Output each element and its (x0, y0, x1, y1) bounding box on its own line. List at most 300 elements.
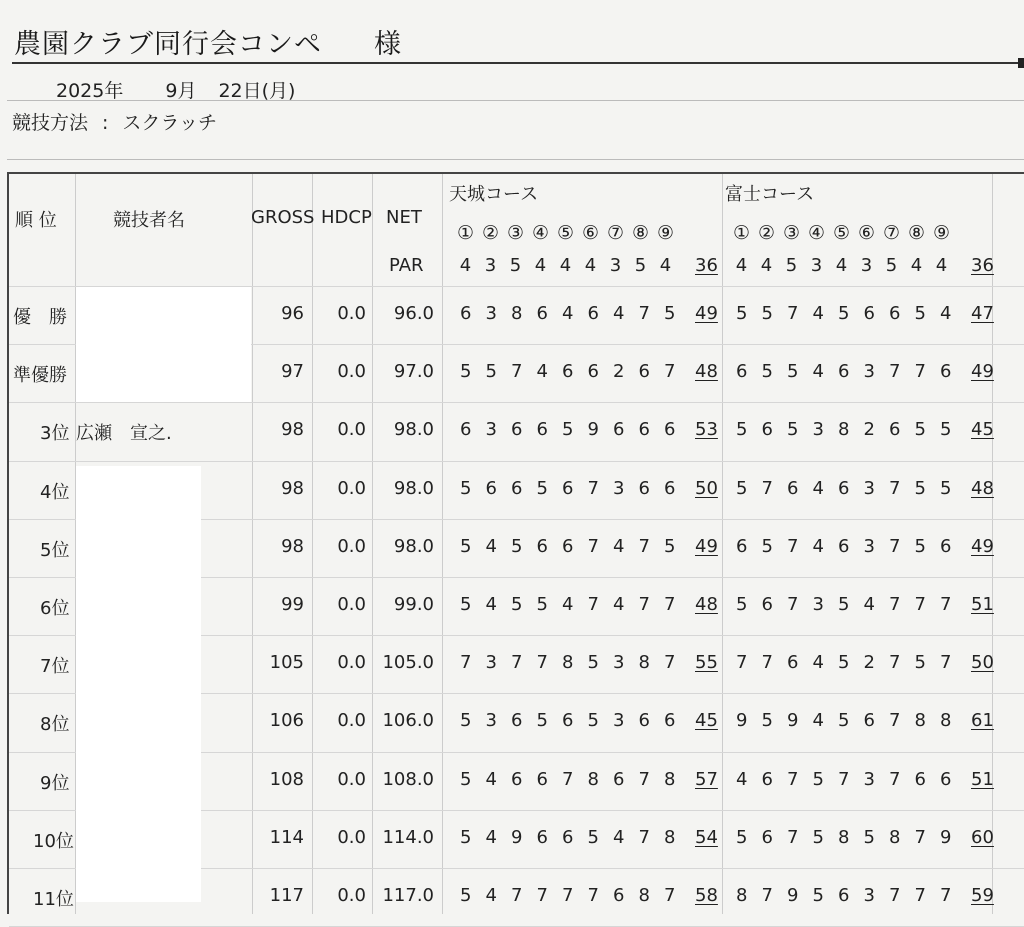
method-label: 競技方法 (12, 112, 89, 134)
in-scores (729, 303, 959, 324)
in-total: 61 (971, 710, 994, 732)
in-scores (729, 419, 959, 440)
hole-score: 8 (914, 710, 926, 732)
hole-score: 4 (485, 826, 497, 848)
hole-score: 6 (838, 477, 850, 499)
in-scores (729, 594, 959, 615)
hole-number: ⑤ (832, 222, 851, 244)
gross-cell: 114 (269, 826, 304, 848)
par-total: 36 (971, 255, 994, 276)
hole-score: 6 (587, 361, 599, 383)
hole-score: 6 (638, 710, 650, 732)
hole-score: 4 (613, 594, 625, 615)
hole-numbers (453, 222, 678, 244)
competition-title: 農園クラブ同行会コンペ (14, 29, 322, 60)
hole-score: 5 (761, 361, 773, 383)
hole-score: 6 (587, 303, 599, 324)
hole-score: 5 (914, 477, 926, 499)
net-cell: 106.0 (382, 710, 434, 732)
net-cell: 98.0 (393, 477, 434, 499)
hole-score: 3 (863, 768, 875, 790)
hole-score: 6 (838, 361, 850, 383)
hole-score: 6 (562, 826, 574, 848)
hole-score: 7 (940, 652, 952, 674)
out-total: 48 (695, 361, 718, 383)
hole-score: 6 (638, 361, 650, 383)
hole-score: 4 (812, 535, 824, 557)
rank-cell: 3位 (40, 423, 70, 445)
hole-score: 8 (638, 885, 650, 906)
net-header: NET (386, 207, 422, 228)
hdcp-cell: 0.0 (337, 361, 366, 383)
hole-par: 4 (760, 255, 773, 276)
event-date (56, 76, 295, 103)
hole-score: 6 (664, 710, 676, 732)
hole-score: 4 (812, 477, 824, 499)
hole-score: 4 (485, 594, 497, 615)
hole-score: 7 (889, 535, 901, 557)
gross-header: GROSS (251, 207, 315, 228)
hole-number: ④ (531, 222, 550, 244)
hole-score: 3 (485, 710, 497, 732)
out-scores (453, 419, 683, 440)
hole-score: 6 (940, 768, 952, 790)
hole-number: ④ (807, 222, 826, 244)
hole-number: ① (456, 222, 475, 244)
hole-score: 8 (940, 710, 952, 732)
out-scores (453, 536, 683, 557)
hole-score: 5 (761, 303, 773, 324)
hole-score: 7 (914, 361, 926, 383)
hole-score: 7 (511, 652, 523, 674)
hole-score: 5 (587, 710, 599, 732)
hole-par: 4 (735, 255, 748, 276)
hole-score: 6 (562, 361, 574, 383)
hole-score: 9 (940, 826, 952, 848)
gross-cell: 99 (281, 594, 304, 615)
hole-score: 9 (511, 826, 523, 848)
hole-score: 7 (587, 535, 599, 557)
hole-score: 6 (460, 419, 472, 441)
hole-score: 5 (838, 652, 850, 674)
hole-score: 7 (511, 885, 523, 906)
hole-par: 4 (459, 255, 472, 276)
hole-score: 4 (613, 826, 625, 848)
hole-score: 7 (914, 826, 926, 848)
name-header: 競技者名 (113, 210, 185, 231)
hole-score: 3 (863, 885, 875, 906)
hole-score: 6 (511, 419, 523, 441)
rank-header: 順 位 (15, 210, 57, 231)
hole-score: 6 (761, 768, 773, 790)
hole-score: 5 (940, 419, 952, 441)
rank-cell: 6位 (40, 598, 70, 619)
hole-par: 5 (785, 255, 798, 276)
hole-score: 5 (838, 303, 850, 324)
hole-score: 8 (664, 768, 676, 790)
in-scores (729, 361, 959, 382)
hole-score: 6 (761, 594, 773, 615)
hole-score: 6 (761, 826, 773, 848)
hole-par: 4 (584, 255, 597, 276)
hole-score: 7 (889, 477, 901, 499)
in-total: 59 (971, 885, 994, 906)
hole-score: 5 (736, 826, 748, 848)
hole-score: 5 (914, 419, 926, 441)
hole-score: 5 (940, 477, 952, 499)
par-row (729, 255, 954, 276)
hole-number: ⑧ (907, 222, 926, 244)
out-scores (453, 361, 683, 382)
hole-score: 5 (587, 652, 599, 674)
net-cell: 117.0 (382, 885, 434, 906)
hole-score: 5 (536, 594, 548, 615)
hole-score: 5 (664, 303, 676, 324)
hole-score: 6 (664, 477, 676, 499)
hole-score: 9 (787, 710, 799, 732)
hole-score: 5 (511, 594, 523, 615)
hdcp-cell: 0.0 (337, 885, 366, 906)
hole-score: 5 (787, 419, 799, 441)
hole-score: 7 (562, 768, 574, 790)
hole-par: 5 (634, 255, 647, 276)
course-name: 富士コース (725, 184, 815, 205)
hole-score: 5 (838, 594, 850, 615)
hole-score: 9 (736, 710, 748, 732)
hole-score: 5 (460, 594, 472, 615)
hole-score: 5 (460, 885, 472, 906)
hole-score: 6 (536, 535, 548, 557)
row-divider (9, 402, 1024, 403)
in-scores (729, 652, 959, 673)
hole-score: 6 (485, 477, 497, 499)
column-divider (442, 174, 443, 914)
hole-score: 7 (889, 361, 901, 383)
hole-score: 5 (562, 419, 574, 441)
hole-score: 5 (914, 652, 926, 674)
hole-score: 5 (736, 419, 748, 441)
net-cell: 108.0 (382, 768, 434, 790)
hole-score: 4 (485, 768, 497, 790)
method-value: スクラッチ (122, 112, 218, 134)
rank-cell: 7位 (40, 656, 70, 678)
net-cell: 105.0 (382, 652, 434, 674)
hole-score: 4 (536, 361, 548, 383)
in-total: 49 (971, 361, 994, 383)
hole-score: 7 (536, 885, 548, 906)
gross-cell: 97 (281, 361, 304, 383)
hole-score: 7 (511, 361, 523, 383)
in-scores (729, 710, 959, 731)
hole-number: ⑤ (556, 222, 575, 244)
hole-number: ⑧ (631, 222, 650, 244)
hole-score: 5 (812, 826, 824, 848)
hole-score: 5 (736, 594, 748, 615)
hole-score: 7 (736, 652, 748, 674)
out-scores (453, 594, 683, 615)
hole-number: ② (481, 222, 500, 244)
hole-score: 7 (638, 535, 650, 557)
hdcp-cell: 0.0 (337, 419, 366, 441)
out-scores (453, 769, 683, 790)
hole-number: ① (732, 222, 751, 244)
hole-score: 6 (460, 303, 472, 324)
hole-score: 6 (889, 419, 901, 441)
gross-cell: 98 (281, 477, 304, 499)
hole-par: 4 (534, 255, 547, 276)
gross-cell: 117 (269, 885, 304, 906)
out-scores (453, 710, 683, 731)
hole-score: 7 (940, 885, 952, 906)
hole-score: 5 (460, 361, 472, 383)
rank-cell: 8位 (40, 714, 70, 736)
hole-par: 4 (935, 255, 948, 276)
net-cell: 97.0 (393, 361, 434, 383)
hole-score: 5 (460, 535, 472, 557)
honorific: 様 (374, 29, 402, 60)
hole-score: 3 (485, 303, 497, 324)
hole-number: ⑦ (606, 222, 625, 244)
hole-par: 4 (835, 255, 848, 276)
hole-score: 9 (587, 419, 599, 441)
net-cell: 114.0 (382, 826, 434, 848)
net-cell: 96.0 (393, 303, 434, 324)
hole-par: 3 (609, 255, 622, 276)
in-scores (729, 478, 959, 499)
hole-score: 6 (562, 477, 574, 499)
hole-score: 6 (613, 768, 625, 790)
player-name: 広瀬 宣之. (76, 423, 172, 445)
hole-score: 7 (587, 594, 599, 615)
out-total: 53 (695, 419, 718, 441)
title-rule (12, 62, 1024, 64)
hole-score: 7 (787, 535, 799, 557)
hole-score: 4 (812, 361, 824, 383)
hole-score: 5 (812, 885, 824, 906)
hole-number: ⑥ (581, 222, 600, 244)
hole-score: 4 (812, 303, 824, 324)
hole-score: 7 (587, 885, 599, 906)
hole-score: 5 (914, 535, 926, 557)
hole-score: 8 (838, 419, 850, 441)
hole-score: 6 (736, 535, 748, 557)
hole-score: 5 (761, 535, 773, 557)
hole-score: 5 (511, 535, 523, 557)
hole-score: 6 (787, 652, 799, 674)
rank-cell: 準優勝 (13, 365, 67, 387)
in-scores (729, 885, 959, 906)
course-name: 天城コース (449, 184, 539, 205)
hole-score: 6 (613, 419, 625, 441)
hole-score: 2 (613, 361, 625, 383)
out-total: 45 (695, 710, 718, 732)
hole-score: 6 (664, 419, 676, 441)
hole-number: ⑥ (857, 222, 876, 244)
hole-score: 6 (613, 885, 625, 906)
hole-score: 7 (889, 652, 901, 674)
hole-score: 6 (838, 885, 850, 906)
redaction-block (76, 466, 201, 902)
out-total: 58 (695, 885, 718, 906)
date-day: 22日(月) (218, 80, 296, 102)
gross-cell: 98 (281, 419, 304, 441)
hole-numbers (729, 222, 954, 244)
hole-score: 7 (940, 594, 952, 615)
hdcp-cell: 0.0 (337, 477, 366, 499)
hole-score: 3 (613, 710, 625, 732)
hole-score: 6 (511, 768, 523, 790)
hole-score: 5 (838, 710, 850, 732)
hole-score: 7 (889, 768, 901, 790)
hole-score: 6 (736, 361, 748, 383)
hole-score: 5 (536, 710, 548, 732)
hole-score: 7 (838, 768, 850, 790)
hole-score: 7 (536, 652, 548, 674)
out-total: 49 (695, 535, 718, 557)
hole-number: ② (757, 222, 776, 244)
hole-score: 4 (812, 710, 824, 732)
hole-score: 3 (613, 652, 625, 674)
hole-score: 6 (536, 826, 548, 848)
hole-score: 4 (562, 303, 574, 324)
in-total: 47 (971, 303, 994, 324)
hole-score: 7 (914, 594, 926, 615)
hole-score: 8 (838, 826, 850, 848)
hole-score: 6 (889, 303, 901, 324)
hole-par: 5 (509, 255, 522, 276)
net-cell: 99.0 (393, 594, 434, 615)
hole-score: 7 (664, 594, 676, 615)
hole-score: 4 (736, 768, 748, 790)
hole-score: 7 (761, 652, 773, 674)
hole-score: 6 (940, 535, 952, 557)
hole-score: 3 (863, 361, 875, 383)
hole-score: 5 (460, 768, 472, 790)
hole-score: 4 (485, 535, 497, 557)
hole-score: 5 (536, 477, 548, 499)
method-separator: : (102, 112, 109, 134)
out-total: 54 (695, 826, 718, 848)
hole-score: 3 (485, 419, 497, 441)
hole-par: 3 (860, 255, 873, 276)
rank-cell: 10位 (33, 830, 74, 852)
rank-cell: 優 勝 (13, 307, 67, 328)
gross-cell: 106 (269, 710, 304, 732)
hole-par: 4 (910, 255, 923, 276)
hole-score: 6 (562, 710, 574, 732)
hole-score: 9 (787, 885, 799, 906)
hole-score: 6 (940, 361, 952, 383)
hole-score: 7 (787, 768, 799, 790)
column-divider (722, 174, 723, 914)
hole-score: 6 (536, 419, 548, 441)
out-total: 55 (695, 652, 718, 674)
hole-score: 8 (587, 768, 599, 790)
hole-score: 3 (485, 652, 497, 674)
hole-score: 7 (638, 594, 650, 615)
par-label: PAR (389, 255, 424, 276)
hole-score: 7 (460, 652, 472, 674)
hole-score: 4 (863, 594, 875, 615)
out-total: 57 (695, 768, 718, 790)
out-total: 48 (695, 594, 718, 615)
in-total: 50 (971, 652, 994, 674)
hole-score: 8 (889, 826, 901, 848)
hole-score: 7 (587, 477, 599, 499)
document-title (14, 22, 402, 61)
gross-cell: 108 (269, 768, 304, 790)
hole-par: 3 (484, 255, 497, 276)
out-scores (453, 303, 683, 324)
hole-score: 7 (914, 885, 926, 906)
hole-number: ⑨ (932, 222, 951, 244)
hole-score: 6 (914, 768, 926, 790)
hole-score: 5 (736, 477, 748, 499)
out-scores (453, 652, 683, 673)
in-total: 45 (971, 419, 994, 441)
par-total: 36 (695, 255, 718, 276)
hdcp-cell: 0.0 (337, 652, 366, 674)
hole-score: 3 (812, 594, 824, 615)
out-scores (453, 885, 683, 906)
hole-score: 7 (562, 885, 574, 906)
hole-score: 2 (863, 652, 875, 674)
hole-score: 5 (812, 768, 824, 790)
hole-par: 5 (885, 255, 898, 276)
hole-score: 5 (460, 477, 472, 499)
par-row (453, 255, 678, 276)
net-cell: 98.0 (393, 535, 434, 557)
hole-number: ⑨ (656, 222, 675, 244)
hole-score: 8 (736, 885, 748, 906)
gross-cell: 96 (281, 303, 304, 324)
hdcp-header: HDCP (321, 207, 372, 228)
rank-cell: 9位 (40, 772, 70, 794)
competition-method (12, 108, 217, 135)
hole-score: 4 (613, 303, 625, 324)
in-total: 60 (971, 826, 994, 848)
hole-score: 6 (638, 477, 650, 499)
in-scores (729, 536, 959, 557)
hole-score: 6 (562, 535, 574, 557)
rank-cell: 5位 (40, 539, 70, 561)
hole-score: 6 (863, 710, 875, 732)
in-scores (729, 769, 959, 790)
hole-score: 5 (736, 303, 748, 324)
in-scores (729, 827, 959, 848)
hdcp-cell: 0.0 (337, 826, 366, 848)
hdcp-cell: 0.0 (337, 594, 366, 615)
row-divider (9, 461, 1024, 462)
hole-number: ⑦ (882, 222, 901, 244)
hole-score: 6 (787, 477, 799, 499)
hole-score: 7 (638, 826, 650, 848)
hole-score: 3 (863, 535, 875, 557)
hole-score: 5 (914, 303, 926, 324)
hdcp-cell: 0.0 (337, 303, 366, 324)
hole-score: 6 (536, 768, 548, 790)
hole-score: 7 (889, 885, 901, 906)
hole-score: 5 (664, 535, 676, 557)
hole-par: 4 (659, 255, 672, 276)
hole-score: 8 (664, 826, 676, 848)
hole-score: 7 (787, 826, 799, 848)
hole-par: 4 (559, 255, 572, 276)
hole-score: 3 (863, 477, 875, 499)
hdcp-cell: 0.0 (337, 768, 366, 790)
hole-score: 7 (761, 477, 773, 499)
hole-score: 3 (812, 419, 824, 441)
